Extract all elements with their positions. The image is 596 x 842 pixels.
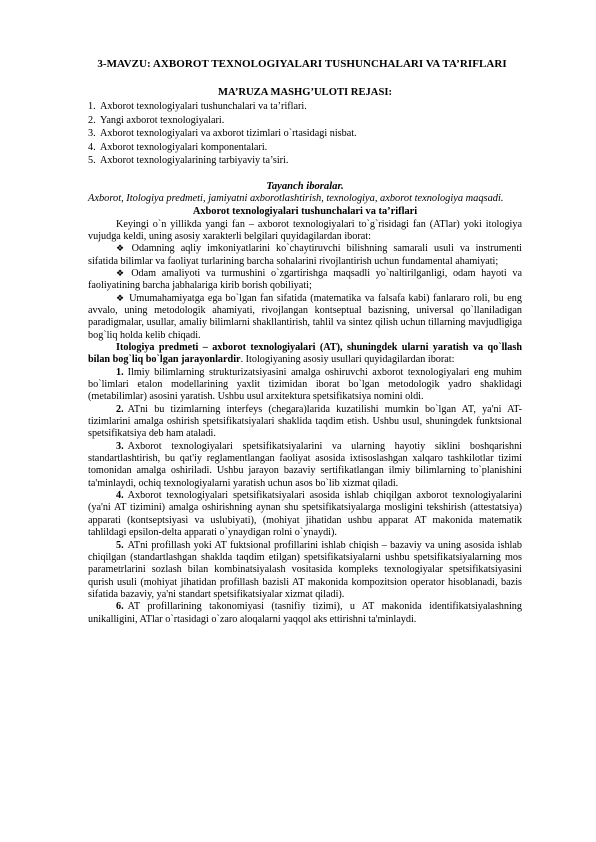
numbered-item: 4. Axborot texnologiyalari spetsifikatsiyalari asosida ishlab chiqilgan axborot texnologiyalarini (ya'ni AT tizimini) amalga oshirishning aynan shu spetsifikatsiyalarga mosligini tekshirish (attestatsiya) apparati (kontseptsiyasi va uslubiyati), (mohiyat jihatidan ushbu apparat AT makonida matematik tahlildagi epsilon-delta apparati o`ynaydigan rolni o`ynaydi). bbox=[88, 490, 522, 539]
plan-item: 5. Axborot texnologiyalarining tarbiyaviy ta’siri. bbox=[88, 155, 289, 167]
numbered-item: 2. ATni bu tizimlarning interfeys (chegara)larida kuzatilishi mumkin bo`lgan AT, ya'ni AT-tizimlarini amalga oshirish spetsifikatsiyalari shaklida taqdim etish. Ushbu usul, shuningdek funktsional spetsifikatsiya deb ham ataladi. bbox=[88, 403, 522, 440]
diamond-bullet-icon: ❖ bbox=[116, 268, 128, 279]
diamond-bullet-icon: ❖ bbox=[116, 293, 126, 304]
key-terms-heading: Tayanch iboralar. bbox=[266, 180, 344, 192]
intro-paragraph: Keyingi o`n yillikda yangi fan – axborot texnologiyalari to`g`risidagi fan (ATlar) yoki itologiya vujudga keldi, uning asosiy xarakterli belgilari quyidagilardan iborat: bbox=[88, 218, 522, 242]
diamond-bullet-icon: ❖ bbox=[116, 244, 128, 255]
subject-paragraph: Itologiya predmeti – axborot texnologiyalari (AT), shuningdek ularni yaratish va qo`llash bilan bog`liq bo`lgan jarayonlardir. Itologiyaning asosiy usullari quyidagilardan iborat: bbox=[88, 342, 522, 366]
key-terms: Axborot, Itologiya predmeti, jamiyatni axborotlashtirish, texnologiya, axborot texnologiya maqsadi. bbox=[88, 192, 504, 204]
bullet-item: ❖ Odam amaliyoti va turmushini o`zgartirishga maqsadli yo`naltirilganligi, odam hayoti va faoliyatining barcha jabhalariga kirib borish qobiliyati; bbox=[88, 267, 522, 292]
plan-item: 2. Yangi axborot texnologiyalari. bbox=[88, 114, 225, 126]
numbered-item: 5. ATni profillash yoki AT fuktsional profillarini ishlab chiqish – bazaviy va uning asosida ishlab chiqilgan (standartlashgan shaklda taqdim etilgan) spetsifikatsiyalarni ushbu spetsifikatsiyalarning mos parametrlarini sozlash bilan kombinatsiyalash vositasida kompleks texnologiyalar spetsifikatsiyasini qurish usuli (mohiyat jihatidan profillash bazisli AT makonida kompozitsion operator hisoblanadi, bazis sifatida bazaviy, ya'ni standart spetsifikatsiyalar xizmat qiladi). bbox=[88, 539, 522, 600]
plan-list bbox=[88, 100, 522, 168]
numbered-item: 3. Axborot texnologiyalari spetsifikatsiyalarini va ularning hayotiy siklini boshqarishni standartlashtirish, bu qat'iy reglamentlangan faoliyat asosida ixtisoslashgan xalqaro tashkilotlar tizimi tomonidan amalga oshiriladi. Ushbu jarayon bazaviy sertifikatlangan ilmiy bilimlarning to`planishini ta'minlaydi, ochiq texnologiyalarni yaratish uchun asos bo`lib xizmat qiladi. bbox=[88, 440, 522, 489]
plan-heading: MA’RUZA MASHG’ULOTI REJASI: bbox=[217, 87, 393, 98]
page-title: 3-MAVZU: AXBOROT TEXNOLOGIYALARI TUSHUNCHALARI VA TA’RIFLARI bbox=[97, 58, 507, 70]
bullet-item: ❖ Odamning aqliy imkoniyatlarini ko`chaytiruvchi bilishning samarali usuli va instrumenti sifatida bilimlar va faoliyat turlarining barcha sohalarini rivojlantirish uchun fundamental ahamiyati; bbox=[88, 243, 522, 267]
plan-item: 4. Axborot texnologiyalari komponentalari. bbox=[88, 141, 268, 153]
numbered-item: 1. Ilmiy bilimlarning strukturizatsiyasini amalga oshiruvchi axborot texnologiyalari eng muhim bo`limlari etalon modellarining yaxlit tizimidan iborat bo`lgan metodologik yadro shaklidagi (metabilimlar) asosini yaratish. Ushbu usul arxitektura spetsifikatsiya nomini oldi. bbox=[88, 366, 522, 403]
bullet-item: ❖ Umumahamiyatga ega bo`lgan fan sifatida (matematika va falsafa kabi) fanlararo roli, bu eng avvalo, uning metodologik ahamiyati, rivojlangan kontseptual bazisning, universal qo`llaniladigan paradigmalar, usullar, amaliy bilimlarni shakllantirish, tahlil va sintez qilish uchun tillarning mavjudligiga bog`liq holda kelib chiqadi. bbox=[88, 292, 522, 341]
plan-item: 3. Axborot texnologiyalari va axborot tizimlari o`rtasidagi nisbat. bbox=[88, 128, 357, 140]
subject-definition: Itologiya predmeti – axborot texnologiyalari (AT), shuningdek ularni yaratish va qo`llash bilan bog`liq bo`lgan jarayonlardir bbox=[88, 342, 522, 366]
section-heading: Axborot texnologiyalari tushunchalari va ta’riflari bbox=[192, 206, 418, 218]
plan-item: 1. Axborot texnologiyalari tushunchalari va ta’riflari. bbox=[88, 101, 307, 112]
numbered-item: 6. AT profillarining takonomiyasi (tasnifiy tizimi), u AT makonida identifikatsiyalashning unikalligini, ATlar o`rtasidagi o`zaro aloqalarni yaqqol aks ettirishni ta'minlaydi. bbox=[88, 601, 522, 625]
